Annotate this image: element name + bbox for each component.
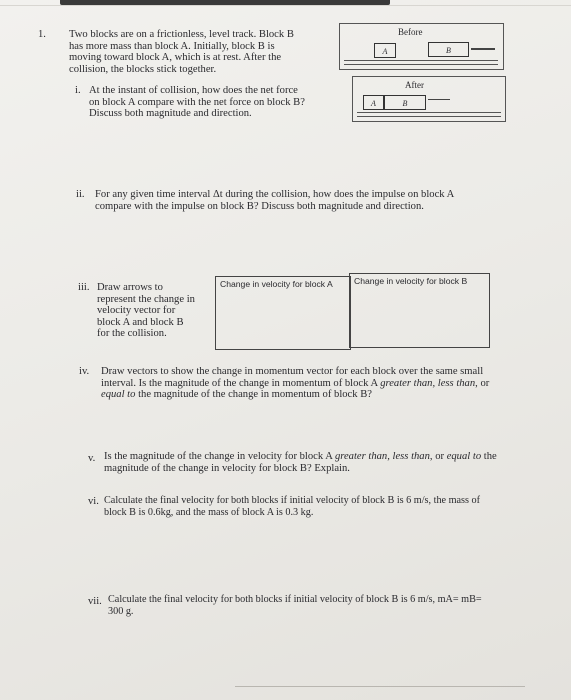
qii-line: compare with the impulse on block B? Discuss both magnitude and direction.: [95, 200, 424, 212]
qiii-line: represent the change in: [97, 293, 195, 305]
before-label: Before: [398, 27, 423, 37]
qiv-emphasis: equal to: [101, 389, 136, 401]
qiv-emphasis: greater than, less than: [380, 377, 476, 389]
qiii-line: velocity vector for: [97, 305, 176, 317]
question-1-number: 1.: [38, 29, 46, 40]
q1-line: Two blocks are on a frictionless, level track. Block B: [69, 29, 294, 40]
question-ii-text: [95, 189, 495, 212]
qii-line: For any given time interval Δt during the collision, how does the impulse on block A: [95, 189, 455, 200]
q1-line: moving toward block A, which is at rest. After the: [69, 52, 282, 64]
qiv-line-part: the magnitude of the change in momentum of block B?: [135, 389, 372, 401]
after-block-b: B: [384, 95, 426, 110]
qi-line: At the instant of collision, how does the net force: [89, 85, 298, 96]
qv-emphasis: equal to: [446, 451, 482, 462]
qv-line-part: Is the magnitude of the change in velocity for block A: [104, 451, 335, 462]
before-diagram: [339, 23, 504, 70]
after-diagram: [352, 76, 506, 122]
qiv-line: Draw vectors to show the change in momentum vector for each block over the same small: [101, 366, 484, 377]
velocity-change-table-a[interactable]: [215, 276, 351, 350]
question-vii-number: vii.: [88, 596, 102, 607]
before-block-a: A: [374, 43, 396, 58]
after-track: [357, 112, 501, 117]
after-label: After: [405, 80, 424, 90]
question-vi-text: [104, 495, 524, 518]
question-iv-number: iv.: [79, 366, 90, 377]
table-header-block-b: Change in velocity for block B: [354, 276, 468, 286]
question-iii-text: [97, 282, 212, 340]
question-1-text: [69, 29, 329, 75]
qv-line: [104, 451, 524, 463]
qiii-line: Draw arrows to: [97, 282, 163, 293]
page-top-rule: [0, 5, 571, 6]
qiv-line: [101, 389, 521, 401]
qiv-line-part: , or: [475, 377, 490, 389]
velocity-change-table-b[interactable]: [349, 273, 490, 348]
q1-line: has more mass than block A. Initially, block B is: [69, 40, 275, 52]
question-ii-number: ii.: [76, 189, 85, 200]
before-velocity-arrow: [471, 48, 495, 50]
qvi-line: block B is 0.6kg, and the mass of block A is 0.3 kg.: [104, 506, 314, 518]
question-vi-number: vi.: [88, 496, 99, 507]
question-v-number: v.: [88, 453, 96, 464]
qv-line-part: , or: [429, 451, 447, 462]
after-block-a: A: [363, 95, 384, 110]
qvii-line: 300 g.: [108, 605, 134, 617]
question-iv-text: [101, 366, 521, 401]
qi-line: Discuss both magnitude and direction.: [89, 108, 252, 120]
q1-line: collision, the blocks stick together.: [69, 63, 217, 75]
question-vii-text: [108, 594, 528, 617]
qiii-line: block A and block B: [97, 316, 184, 328]
qi-line: on block A compare with the net force on block B?: [89, 96, 305, 108]
qiv-line-part: interval. Is the magnitude of the change in momentum of block A: [101, 377, 381, 389]
qvii-line: Calculate the final velocity for both blocks if initial velocity of block B is 6 m/s, mA= mB=: [108, 594, 482, 605]
question-v-text: [104, 451, 524, 474]
before-block-b: B: [428, 42, 469, 57]
before-track: [344, 60, 498, 65]
page-bottom-rule: [235, 686, 525, 687]
qv-line: magnitude of the change in velocity for block B? Explain.: [104, 462, 350, 474]
table-header-block-a: Change in velocity for block A: [220, 279, 333, 289]
question-iii-number: iii.: [78, 282, 90, 293]
question-i-text: [89, 85, 339, 120]
qv-emphasis: greater than, less than: [334, 451, 430, 462]
after-velocity-arrow: [428, 99, 450, 100]
qv-line-part: the: [481, 451, 497, 462]
question-i-number: i.: [75, 85, 81, 96]
qiii-line: for the collision.: [97, 328, 167, 340]
qvi-line: Calculate the final velocity for both blocks if initial velocity of block B is 6 m/s, the mass of: [104, 495, 481, 506]
qiv-line: [101, 378, 521, 390]
